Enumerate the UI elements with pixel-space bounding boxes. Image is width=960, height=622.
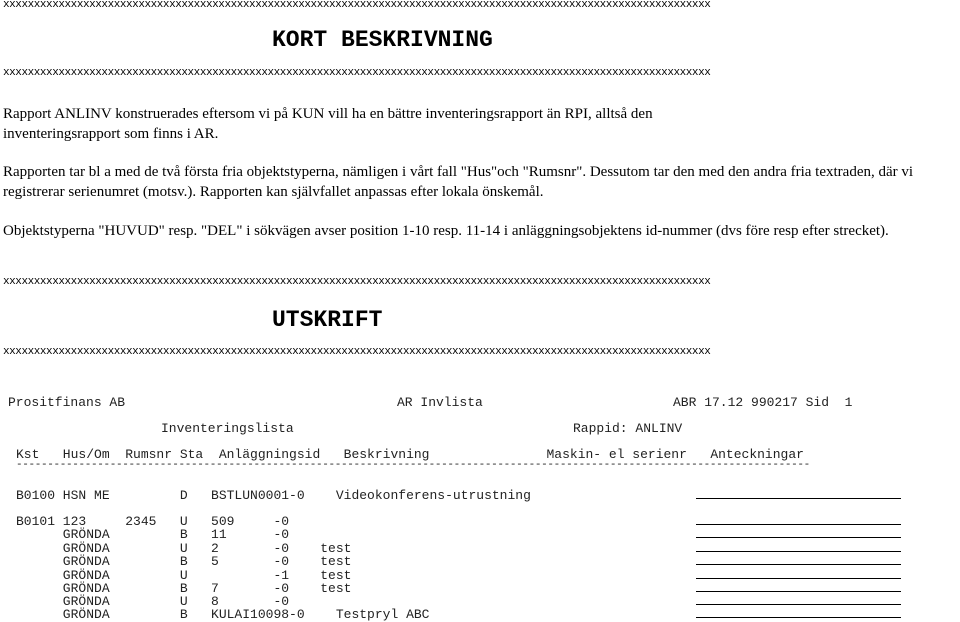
divider-x-top: xxxxxxxxxxxxxxxxxxxxxxxxxxxxxxxxxxxxxxxxxxxxxxxxxxxxxxxxxxxxxxxxxxxxxxxxxxxxxxxxxxxxxxxxxxxxxxxxxxxxxxxxxxxxxxxxxxx xyxy=(3,0,711,11)
report-version: ABR 17.12 990217 Sid 1 xyxy=(673,395,853,410)
divider-x-2: xxxxxxxxxxxxxxxxxxxxxxxxxxxxxxxxxxxxxxxxxxxxxxxxxxxxxxxxxxxxxxxxxxxxxxxxxxxxxxxxxxxxxxxxxxxxxxxxxxxxxxxxxxxxxxxxxxx xyxy=(3,67,711,79)
annotation-blank-line xyxy=(696,591,901,592)
report-row: GRÖNDA U 2 -0 test xyxy=(16,541,352,556)
paragraph-1: Rapport ANLINV konstruerades eftersom vi på KUN vill ha en bättre inventeringsrapport än RPI, alltså den inventeringsrapport som finns i AR. xyxy=(3,106,653,142)
paragraph-3: Objektstyperna "HUVUD" resp. "DEL" i sökvägen avser position 1-10 resp. 11-14 i anläggningsobjektens id-nummer (dvs före resp efter strecket). xyxy=(3,223,889,239)
report-row: GRÖNDA B 11 -0 xyxy=(16,527,290,542)
report-row: B0101 123 2345 U 509 -0 xyxy=(16,514,290,529)
annotation-blank-line xyxy=(696,617,901,618)
report-row: GRÖNDA B 7 -0 test xyxy=(16,581,352,596)
annotation-blank-line xyxy=(696,498,901,499)
divider-x-4: xxxxxxxxxxxxxxxxxxxxxxxxxxxxxxxxxxxxxxxxxxxxxxxxxxxxxxxxxxxxxxxxxxxxxxxxxxxxxxxxxxxxxxxxxxxxxxxxxxxxxxxxxxxxxxxxxxx xyxy=(3,346,711,358)
annotation-blank-line xyxy=(696,604,901,605)
report-rappid: Rappid: ANLINV xyxy=(573,421,683,436)
annotation-blank-line xyxy=(696,564,901,565)
report-dash-line: ------------------------------------------------------------------------------------------------------------------------------- xyxy=(16,459,810,471)
section-title-kort-beskrivning: KORT BESKRIVNING xyxy=(272,27,493,53)
annotation-blank-line xyxy=(696,578,901,579)
section-title-utskrift: UTSKRIFT xyxy=(272,307,383,333)
report-row: GRÖNDA B KULAI10098-0 Testpryl ABC xyxy=(16,607,430,622)
annotation-blank-line xyxy=(696,551,901,552)
report-column-headers: Kst Hus/Om Rumsnr Sta Anläggningsid Beskrivning Maskin- el serienr Anteckningar xyxy=(16,447,804,462)
report-row: GRÖNDA U 8 -0 xyxy=(16,594,290,609)
paragraph-2: Rapporten tar bl a med de två första fria objektstyperna, nämligen i vårt fall "Hus"och "Rumsnr". Dessutom tar den med den andra fria textraden, där vi registrerar serienumret (motsv.). Rapporten kan självfallet anpassas efter lokala önskemål. xyxy=(3,164,914,200)
report-list-title: Inventeringslista xyxy=(161,421,294,436)
report-company: Prositfinans AB xyxy=(8,395,126,410)
report-system: AR Invlista xyxy=(397,395,483,410)
report-row: B0100 HSN ME D BSTLUN0001-0 Videokonferens-utrustning xyxy=(16,488,531,503)
report-row: GRÖNDA B 5 -0 test xyxy=(16,554,352,569)
report-row: GRÖNDA U -1 test xyxy=(16,568,352,583)
annotation-blank-line xyxy=(696,537,901,538)
annotation-blank-line xyxy=(696,524,901,525)
divider-x-3: xxxxxxxxxxxxxxxxxxxxxxxxxxxxxxxxxxxxxxxxxxxxxxxxxxxxxxxxxxxxxxxxxxxxxxxxxxxxxxxxxxxxxxxxxxxxxxxxxxxxxxxxxxxxxxxxxxx xyxy=(3,276,711,288)
